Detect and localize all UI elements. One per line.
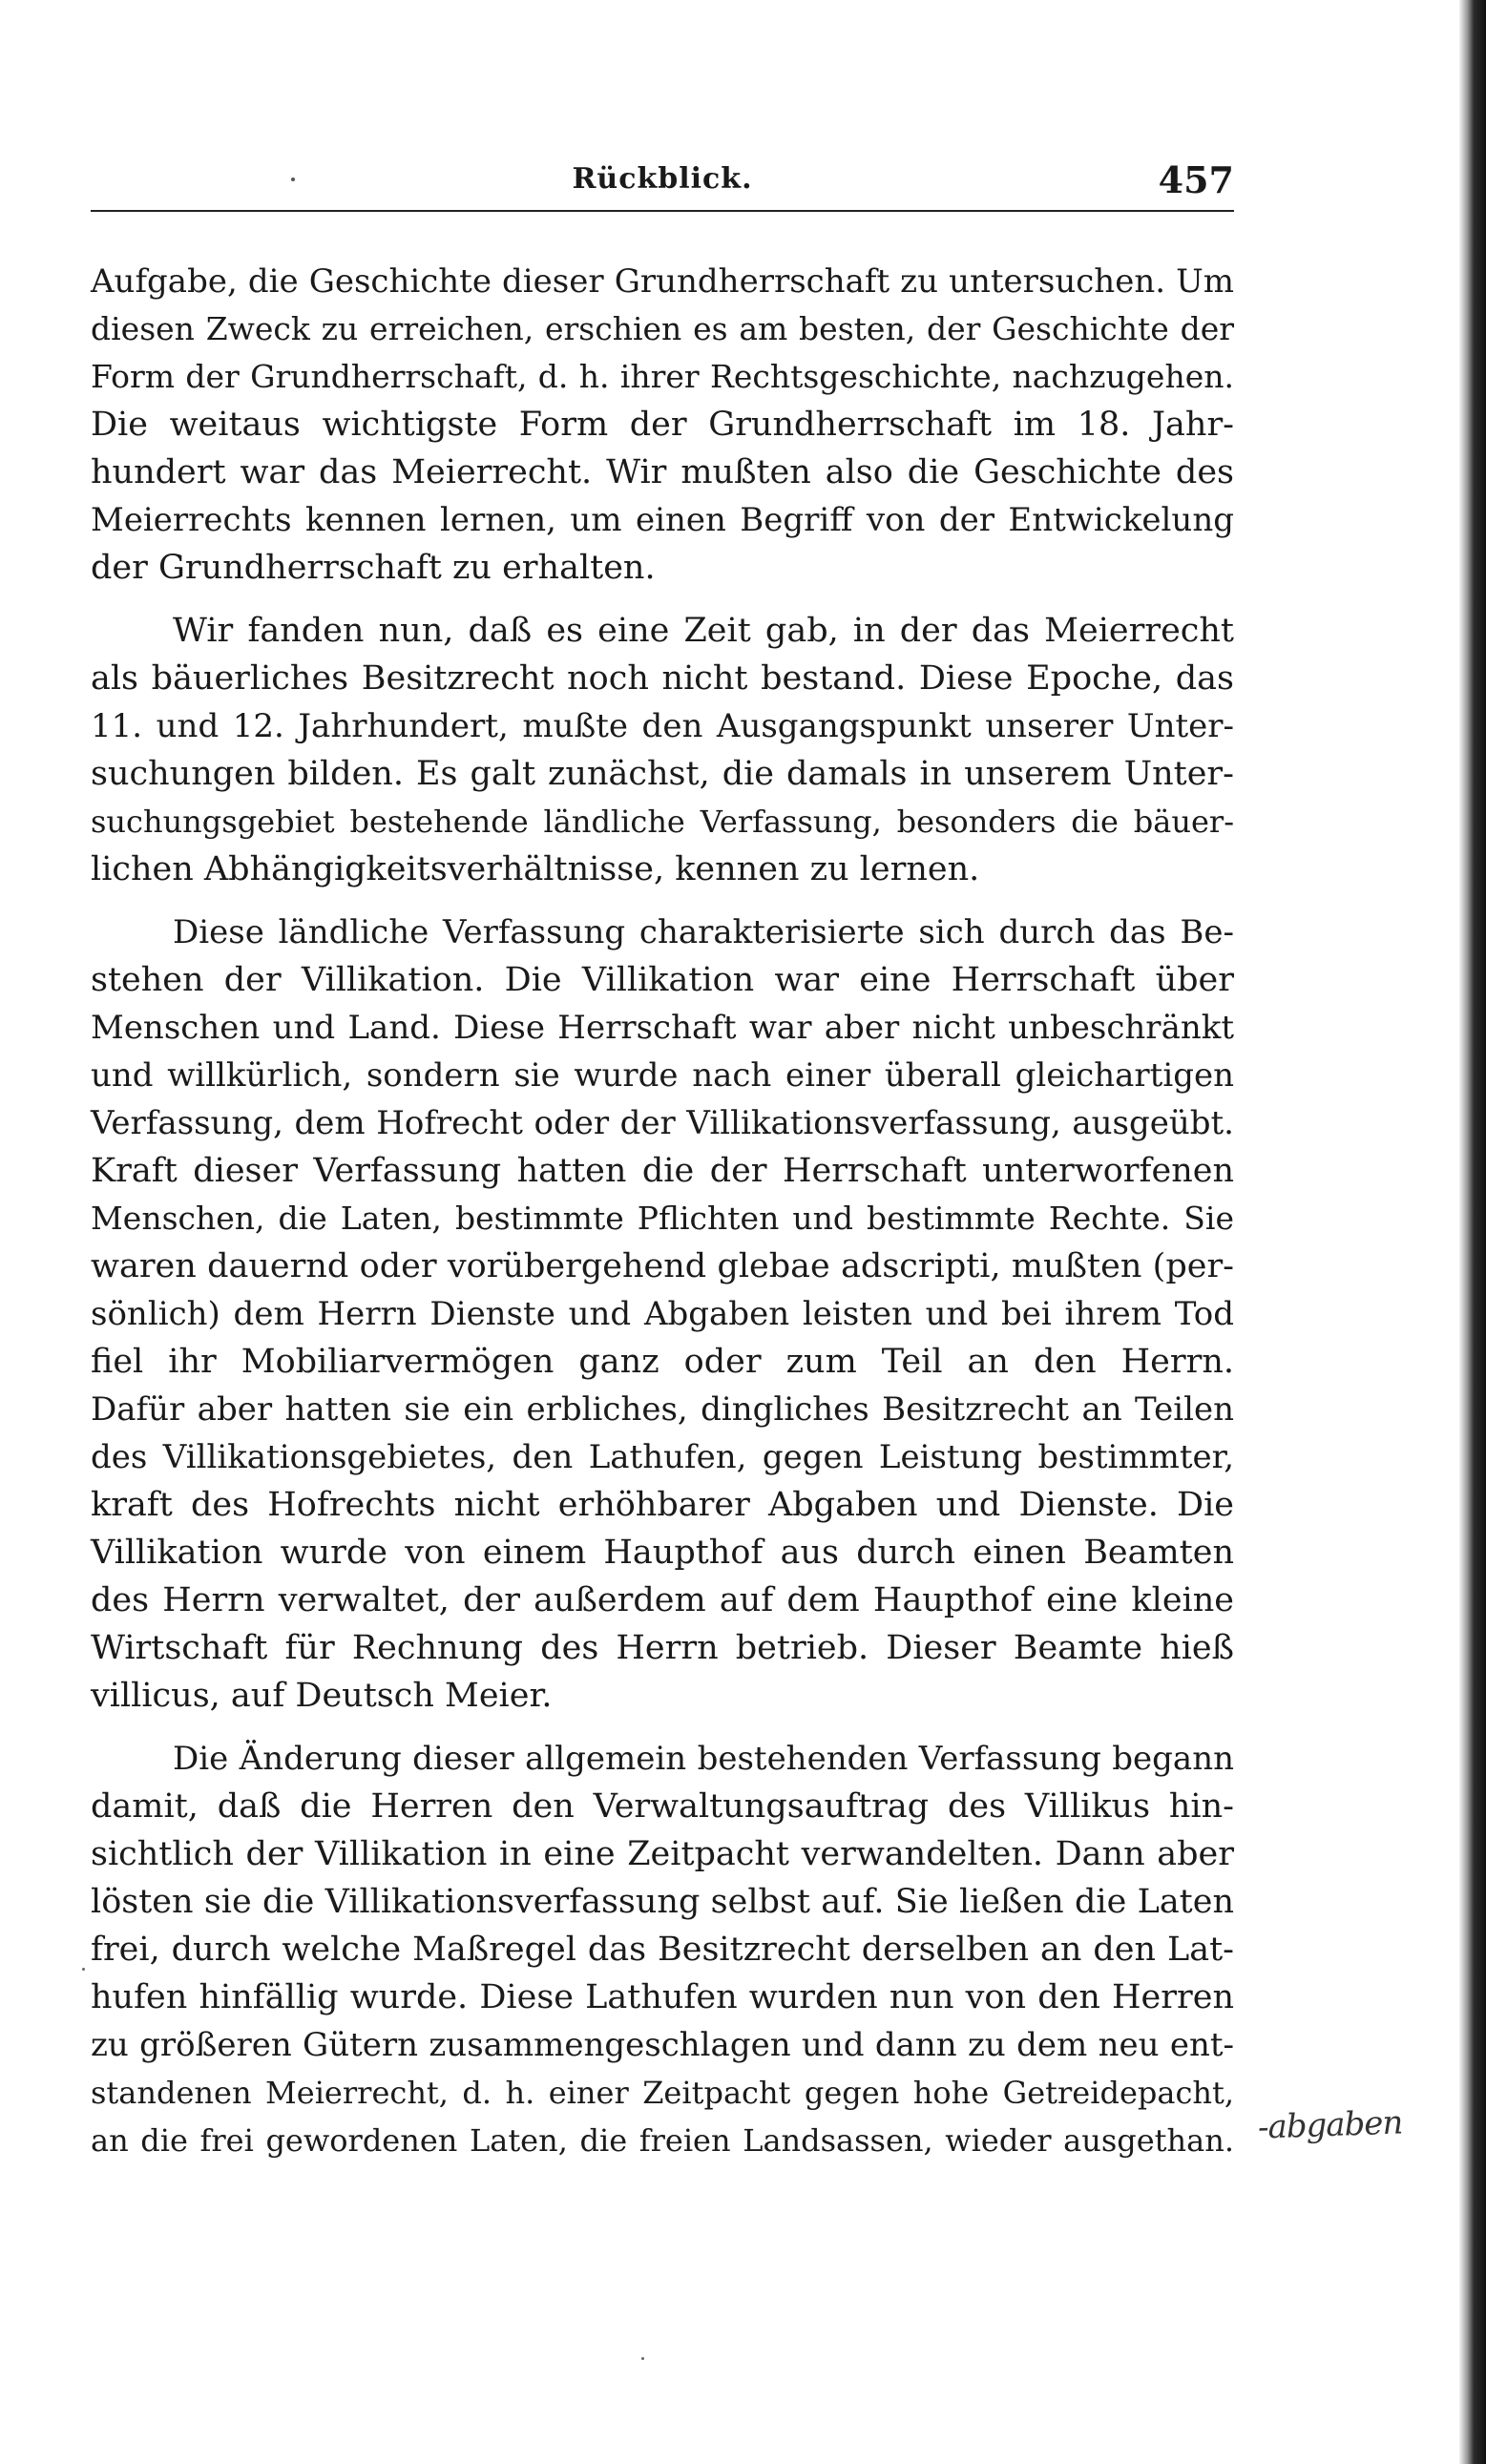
text-line: Diese ländliche Verfassung charakterisierte sich durch das Be-	[173, 913, 1234, 951]
binding-edge	[1459, 0, 1486, 2464]
text-line: Verfassung, dem Hofrecht oder der Villikationsverfassung, ausgeübt.	[91, 1104, 1234, 1142]
text-line: an die frei gewordenen Laten, die freien Landsassen, wieder ausgethan.	[91, 2122, 1234, 2159]
text-line: standenen Meierrecht, d. h. einer Zeitpacht gegen hohe Getreidepacht,	[91, 2075, 1234, 2111]
running-head-title: Rückblick.	[572, 162, 753, 196]
text-line: Meierrechts kennen lernen, um einen Begriff von der Entwickelung	[91, 501, 1234, 539]
paragraph-2	[91, 607, 1234, 893]
ink-speck	[82, 1968, 85, 1971]
text-line: stehen der Villikation. Die Villikation war eine Herrschaft über	[91, 961, 1234, 999]
text-line: des Herrn verwaltet, der außerdem auf dem Haupthof eine kleine	[91, 1581, 1234, 1619]
text-line: Wir fanden nun, daß es eine Zeit gab, in der das Meierrecht	[173, 612, 1234, 650]
text-line: suchungsgebiet bestehende ländliche Verfassung, besonders die bäuer-	[91, 804, 1234, 840]
paragraph-4	[91, 1735, 1234, 2164]
text-line: des Villikationsgebietes, den Lathufen, gegen Leistung bestimmter,	[91, 1438, 1234, 1476]
text-line: Dafür aber hatten sie ein erbliches, dingliches Besitzrecht an Teilen	[91, 1390, 1234, 1429]
text-line: Form der Grundherrschaft, d. h. ihrer Rechtsgeschichte, nachzugehen.	[91, 358, 1234, 395]
page-number: 457	[1158, 158, 1234, 201]
text-line: hufen hinfällig wurde. Diese Lathufen wurden nun von den Herren	[91, 1978, 1234, 2016]
text-line: zu größeren Gütern zusammengeschlagen und dann zu dem neu ent-	[91, 2026, 1234, 2064]
text-line: Menschen, die Laten, bestimmte Pflichten und bestimmte Rechte. Sie	[91, 1200, 1234, 1237]
text-line: Die Änderung dieser allgemein bestehenden Verfassung begann	[173, 1740, 1234, 1778]
text-line: Wirtschaft für Rechnung des Herrn betrieb. Dieser Beamte hieß	[91, 1629, 1234, 1667]
text-line: sichtlich der Villikation in eine Zeitpacht verwandelten. Dann aber	[91, 1835, 1234, 1873]
text-line: frei, durch welche Maßregel das Besitzrecht derselben an den Lat-	[91, 1931, 1234, 1969]
text-line: sönlich) dem Herrn Dienste und Abgaben leisten und bei ihrem Tod	[91, 1295, 1234, 1333]
body-text	[91, 258, 1234, 2164]
text-line: waren dauernd oder vorübergehend glebae adscripti, mußten (per-	[91, 1247, 1234, 1285]
text-line: villicus, auf Deutsch Meier.	[91, 1677, 553, 1715]
handwritten-margin-note: -abgaben	[1257, 2103, 1403, 2147]
text-line: lichen Abhängigkeitsverhältnisse, kennen zu lernen.	[91, 850, 980, 888]
text-line: der Grundherrschaft zu erhalten.	[91, 549, 656, 587]
text-line: damit, daß die Herren den Verwaltungsauftrag des Villikus hin-	[91, 1787, 1234, 1826]
text-line: diesen Zweck zu erreichen, erschien es am besten, der Geschichte der	[91, 310, 1234, 347]
text-line: 11. und 12. Jahrhundert, mußte den Ausgangspunkt unserer Unter-	[91, 707, 1234, 745]
text-line: Villikation wurde von einem Haupthof aus durch einen Beamten	[91, 1534, 1234, 1572]
text-line: Die weitaus wichtigste Form der Grundherrschaft im 18. Jahr-	[91, 406, 1234, 444]
ink-speck	[641, 2357, 644, 2360]
text-line: Kraft dieser Verfassung hatten die der Herrschaft unterworfenen	[91, 1152, 1234, 1190]
text-line: Aufgabe, die Geschichte dieser Grundherrschaft zu untersuchen. Um	[91, 262, 1234, 301]
text-line: als bäuerliches Besitzrecht noch nicht bestand. Diese Epoche, das	[91, 659, 1234, 698]
text-line: hundert war das Meierrecht. Wir mußten also die Geschichte des	[91, 453, 1234, 491]
text-line: und willkürlich, sondern sie wurde nach einer überall gleichartigen	[91, 1056, 1234, 1095]
text-line: suchungen bilden. Es galt zunächst, die damals in unserem Unter-	[91, 755, 1234, 793]
paragraph-1	[91, 258, 1234, 592]
running-head	[91, 158, 1234, 212]
text-line: lösten sie die Villikationsverfassung selbst auf. Sie ließen die Laten	[91, 1883, 1234, 1921]
text-line: Menschen und Land. Diese Herrschaft war aber nicht unbeschränkt	[91, 1009, 1234, 1047]
text-line: fiel ihr Mobiliarvermögen ganz oder zum Teil an den Herrn.	[91, 1343, 1234, 1381]
text-line: kraft des Hofrechts nicht erhöhbarer Abgaben und Dienste. Die	[91, 1486, 1234, 1524]
paragraph-3	[91, 908, 1234, 1720]
